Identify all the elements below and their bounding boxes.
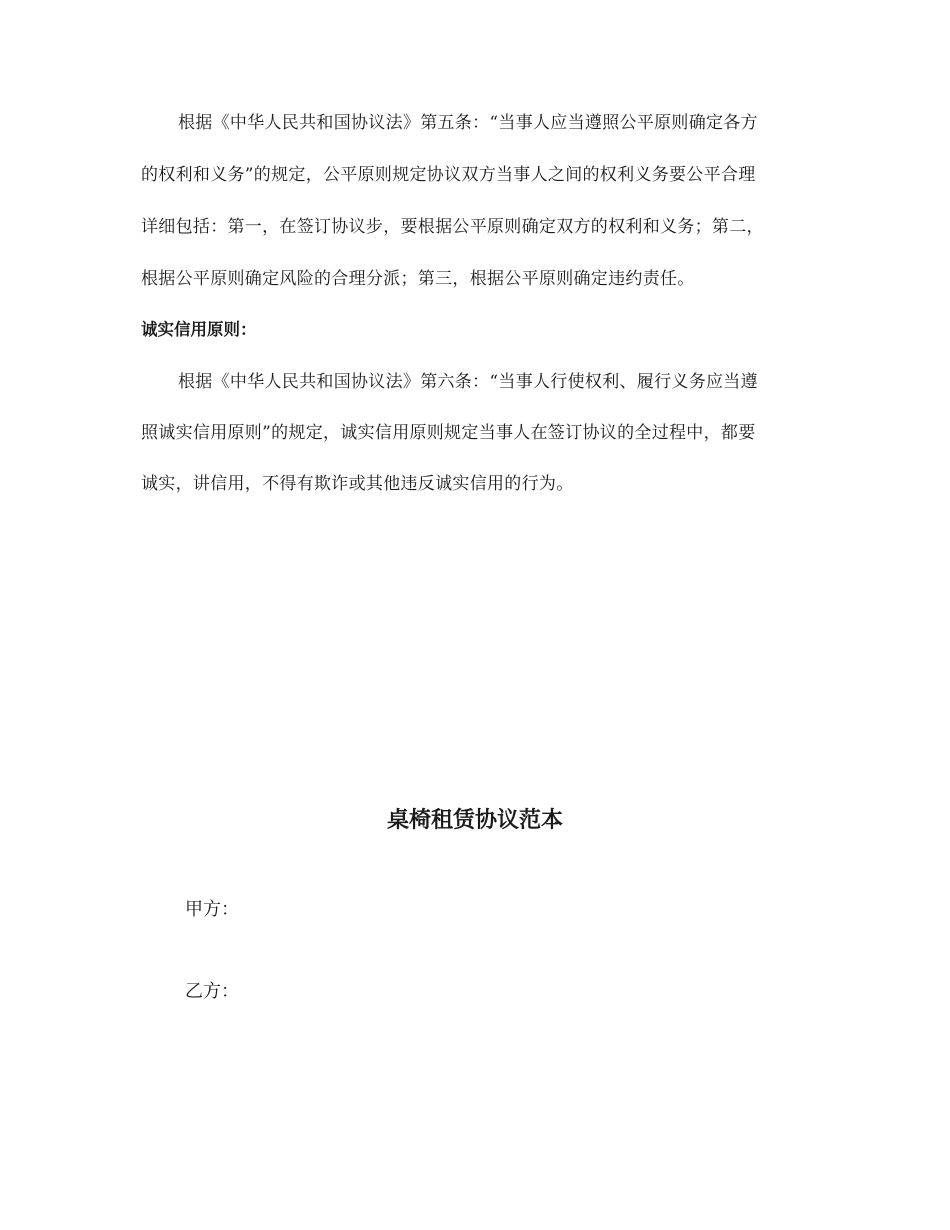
fair-principle-line-1: 根据《中华人民共和国协议法》第五条：“当事人应当遵照公平原则确定各方 (178, 113, 758, 133)
agreement-title: 桌椅租赁协议范本 (386, 808, 563, 833)
party-b-label: 乙方： (185, 981, 239, 1002)
honesty-principle-line-1: 根据《中华人民共和国协议法》第六条：“当事人行使权利、履行义务应当遵 (178, 372, 758, 392)
fair-principle-line-4: 根据公平原则确定风险的合理分派；第三，根据公平原则确定违约责任。 (141, 269, 695, 289)
honesty-principle-heading: 诚实信用原则： (141, 320, 257, 339)
party-a-label: 甲方： (185, 899, 239, 920)
fair-principle-line-3: 详细包括：第一，在签订协议步，要根据公平原则确定双方的权利和义务；第二， (141, 217, 764, 237)
fair-principle-line-2: 的权利和义务”的规定，公平原则规定协议双方当事人之间的权利义务要公平合理 (141, 165, 756, 185)
honesty-principle-line-2: 照诚实信用原则”的规定，诚实信用原则规定当事人在签订协议的全过程中，都要 (141, 423, 756, 443)
honesty-principle-line-3: 诚实，讲信用，不得有欺诈或其他违反诚实信用的行为。 (141, 474, 574, 494)
